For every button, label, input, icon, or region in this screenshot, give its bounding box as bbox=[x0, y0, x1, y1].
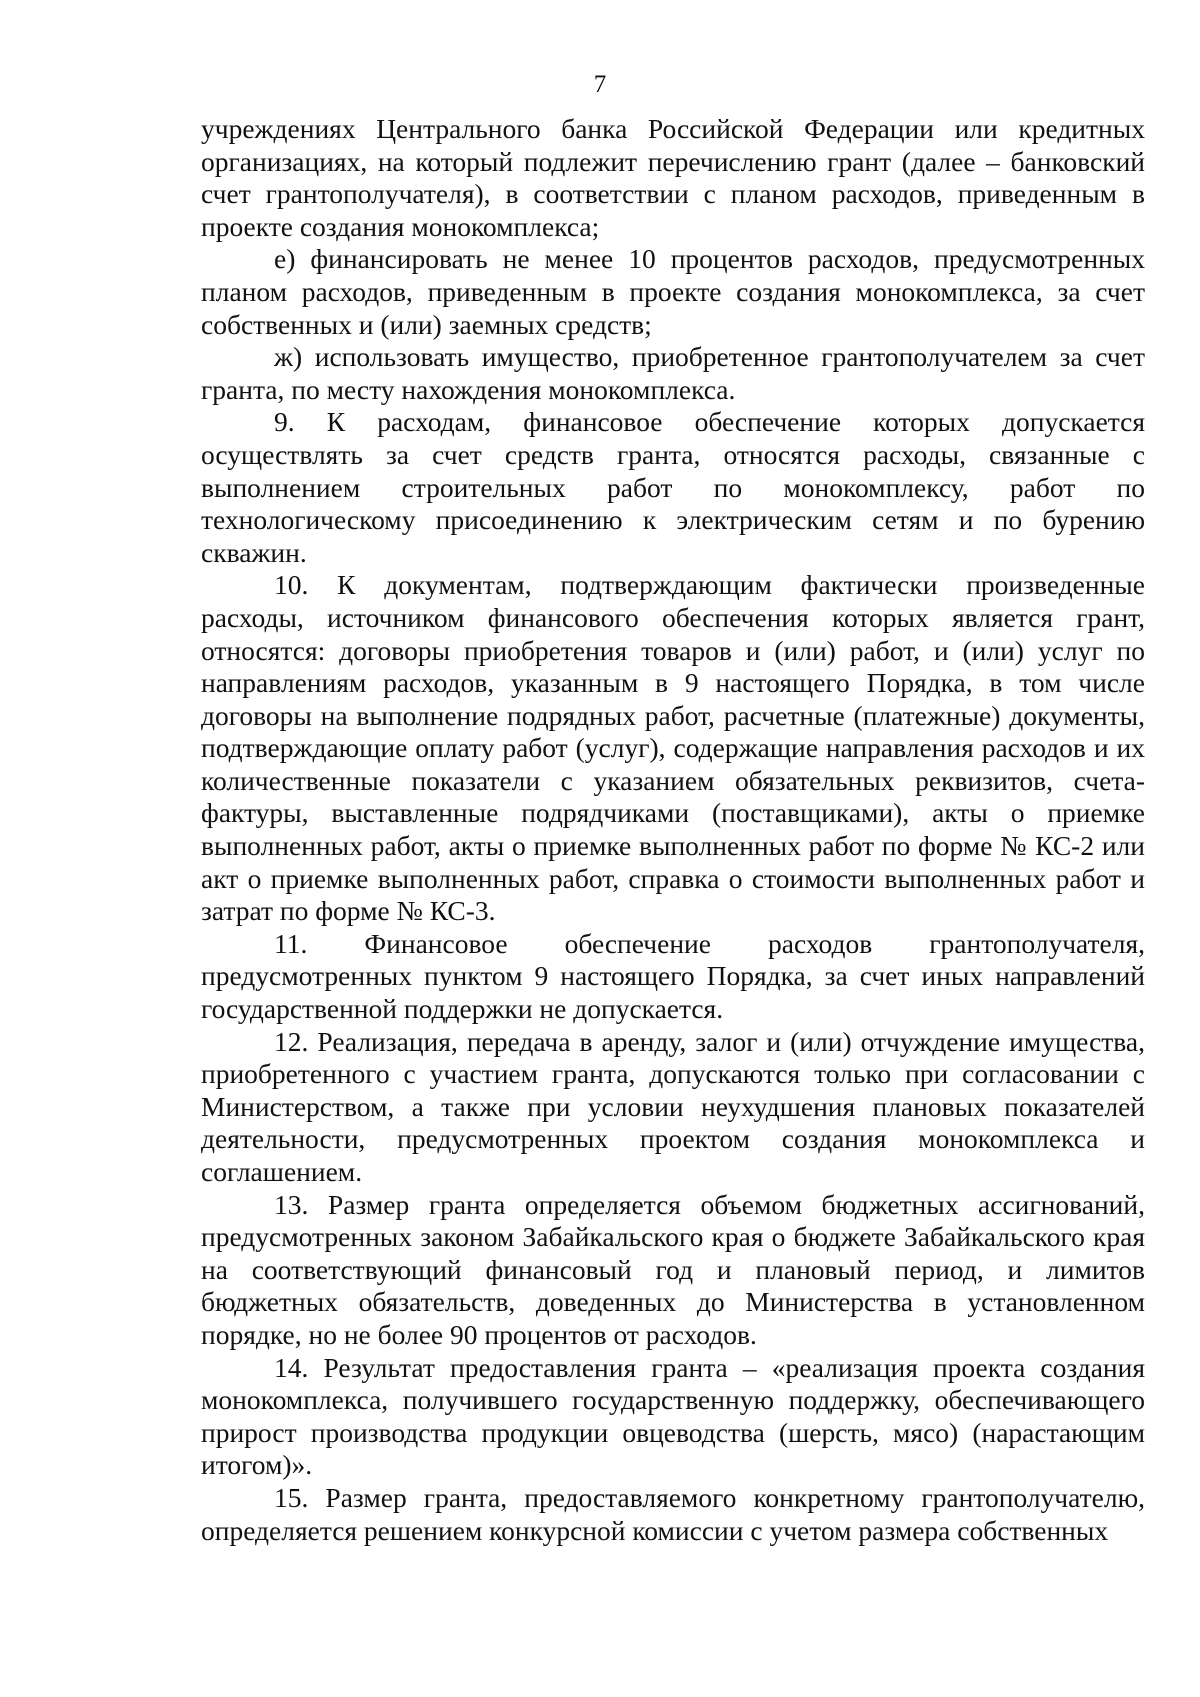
paragraph-11: 11. Финансовое обеспечение расходов грантополучателя, предусмотренных пунктом 9 настоящего Порядка, за счет иных направлений государственной поддержки не допускается. bbox=[201, 927, 1145, 1025]
paragraph-15: 15. Размер гранта, предоставляемого конкретному грантополучателю, определяется решением конкурсной комиссии с учетом размера собственных bbox=[201, 1481, 1145, 1546]
paragraph-continuation: учреждениях Центрального банка Российской Федерации или кредитных организациях, на который подлежит перечислению грант (далее – банковский счет грантополучателя), в соответствии с планом расходов, приведенным в проекте создания монокомплекса; bbox=[201, 113, 1145, 242]
page-number: 7 bbox=[593, 71, 607, 98]
paragraph-12: 12. Реализация, передача в аренду, залог и (или) отчуждение имущества, приобретенного с участием гранта, допускаются только при согласовании с Министерством, а также при условии неухудшения плановых показателей деятельности, предусмотренных проектом создания монокомплекса и соглашением. bbox=[201, 1025, 1145, 1187]
paragraph-9: 9. К расходам, финансовое обеспечение которых допускается осуществлять за счет средств гранта, относятся расходы, связанные с выполнением строительных работ по монокомплексу, работ по технологическому присоединению к электрическим сетям и по бурению скважин. bbox=[201, 406, 1145, 568]
paragraph-item-e: е) финансировать не менее 10 процентов расходов, предусмотренных планом расходов, приведенным в проекте создания монокомплекса, за счет собственных и (или) заемных средств; bbox=[201, 243, 1145, 340]
paragraph-13: 13. Размер гранта определяется объемом бюджетных ассигнований, предусмотренных законом Забайкальского края о бюджете Забайкальского края на соответствующий финансовый год и плановый период, и лимитов бюджетных обязательств, доведенных до Министерства в установленном порядке, но не более 90 процентов от расходов. bbox=[201, 1188, 1145, 1350]
paragraph-14: 14. Результат предоставления гранта – «реализация проекта создания монокомплекса, получившего государственную поддержку, обеспечивающего прирост производства продукции овцеводства (шерсть, мясо) (нарастающим итогом)». bbox=[201, 1351, 1145, 1481]
paragraph-item-zh: ж) использовать имущество, приобретенное грантополучателем за счет гранта, по месту нахождения монокомплекса. bbox=[201, 341, 1145, 405]
paragraph-10: 10. К документам, подтверждающим фактически произведенные расходы, источником финансового обеспечения которых является грант, относятся: договоры приобретения товаров и (или) работ, и (или) услуг по направлениям расходов, указанным в 9 настоящего Порядка, в том числе договоры на выполнение подрядных работ, расчетные (платежные) документы, подтверждающие оплату работ (услуг), содержащие направления расходов и их количественные показатели с указанием обязательных реквизитов, счета-фактуры, выставленные подрядчиками (поставщиками), акты о приемке выполненных работ, акты о приемке выполненных работ по форме № КС-2 или акт о приемке выполненных работ, справка о стоимости выполненных работ и затрат по форме № КС-3. bbox=[201, 569, 1145, 927]
document-body bbox=[201, 113, 1145, 1547]
